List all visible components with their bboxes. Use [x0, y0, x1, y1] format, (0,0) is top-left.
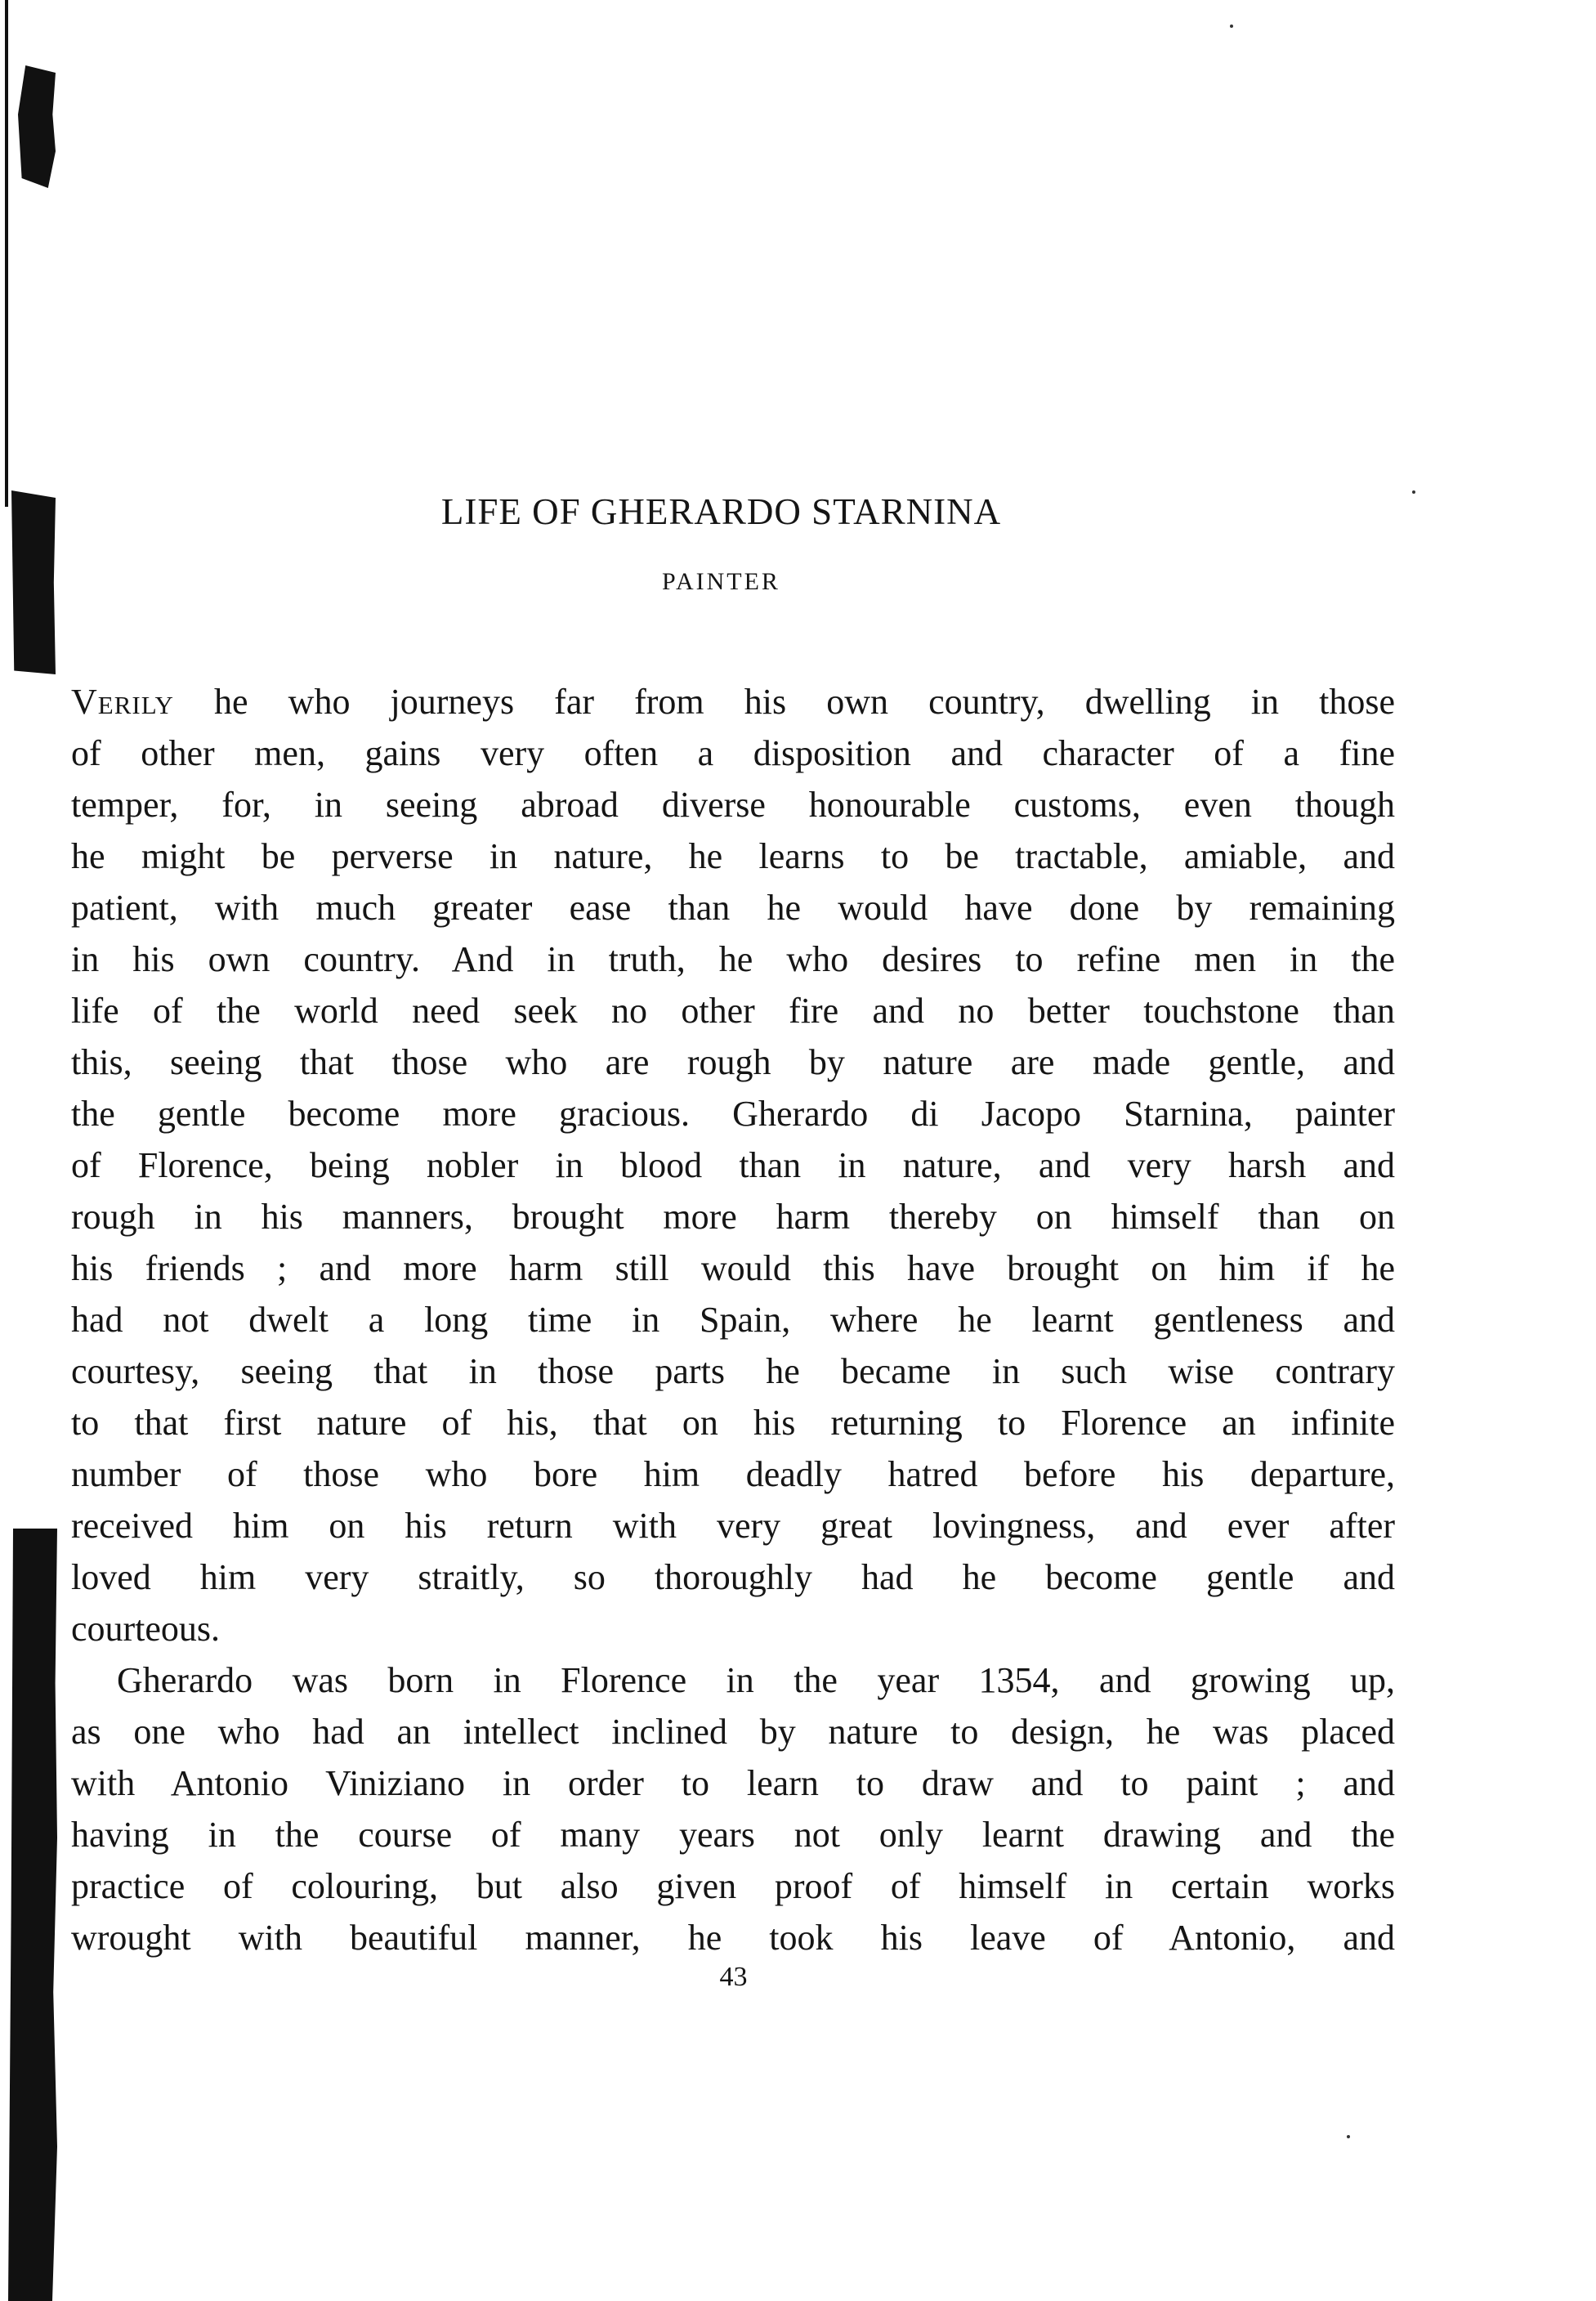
scan-edge-shadow: [8, 1529, 57, 2301]
text-line: in his own country. And in truth, he who desires to refine men in the: [71, 939, 1395, 979]
chapter-title: LIFE OF GHERARDO STARNINA: [440, 491, 1002, 532]
text-line: number of those who bore him deadly hatred before his departure,: [71, 1454, 1395, 1494]
text-line: courteous.: [71, 1609, 221, 1649]
text-line: to that first nature of his, that on his returning to Florence an infinite: [71, 1403, 1395, 1443]
text-line: he might be perverse in nature, he learns to be tractable, amiable, and: [71, 836, 1395, 876]
scan-edge-shadow: [18, 65, 56, 188]
text-line: of other men, gains very often a disposition and character of a fine: [71, 733, 1395, 773]
page-number: 43: [719, 1962, 748, 1992]
scan-speck: [1347, 2135, 1350, 2138]
text-line: his friends ; and more harm still would this have brought on him if he: [71, 1248, 1395, 1288]
text-line: courtesy, seeing that in those parts he became in such wise contrary: [71, 1351, 1395, 1391]
text-line: wrought with beautiful manner, he took his leave of Antonio, and: [71, 1918, 1395, 1958]
text-line: loved him very straitly, so thoroughly had he become gentle and: [71, 1557, 1395, 1597]
chapter-subtitle: PAINTER: [662, 568, 780, 595]
scan-speck: [1230, 25, 1233, 28]
text-line: the gentle become more gracious. Gherardo di Jacopo Starnina, painter: [71, 1094, 1395, 1134]
text-line: as one who had an intellect inclined by nature to design, he was placed: [71, 1712, 1395, 1752]
scan-edge-line: [5, 0, 8, 507]
text-line: having in the course of many years not only learnt drawing and the: [71, 1815, 1395, 1855]
text-line: Verily he who journeys far from his own country, dwelling in those: [71, 682, 1395, 722]
text-line: temper, for, in seeing abroad diverse honourable customs, even though: [71, 785, 1395, 825]
body-text: [71, 676, 1395, 1963]
text-line: rough in his manners, brought more harm thereby on himself than on: [71, 1197, 1395, 1237]
text-line: received him on his return with very great lovingness, and ever after: [71, 1506, 1395, 1546]
text-line: practice of colouring, but also given proof of himself in certain works: [71, 1866, 1395, 1906]
text-line: Gherardo was born in Florence in the year 1354, and growing up,: [117, 1660, 1395, 1700]
text-line: this, seeing that those who are rough by nature are made gentle, and: [71, 1042, 1395, 1082]
lead-word: Verily: [71, 682, 174, 722]
text-line: with Antonio Viniziano in order to learn to draw and to paint ; and: [71, 1763, 1395, 1803]
text-line: patient, with much greater ease than he would have done by remaining: [71, 888, 1395, 928]
text-line: had not dwelt a long time in Spain, where he learnt gentleness and: [71, 1300, 1395, 1340]
text-line: of Florence, being nobler in blood than in nature, and very harsh and: [71, 1145, 1395, 1185]
text-line: life of the world need seek no other fire and no better touchstone than: [71, 991, 1395, 1031]
